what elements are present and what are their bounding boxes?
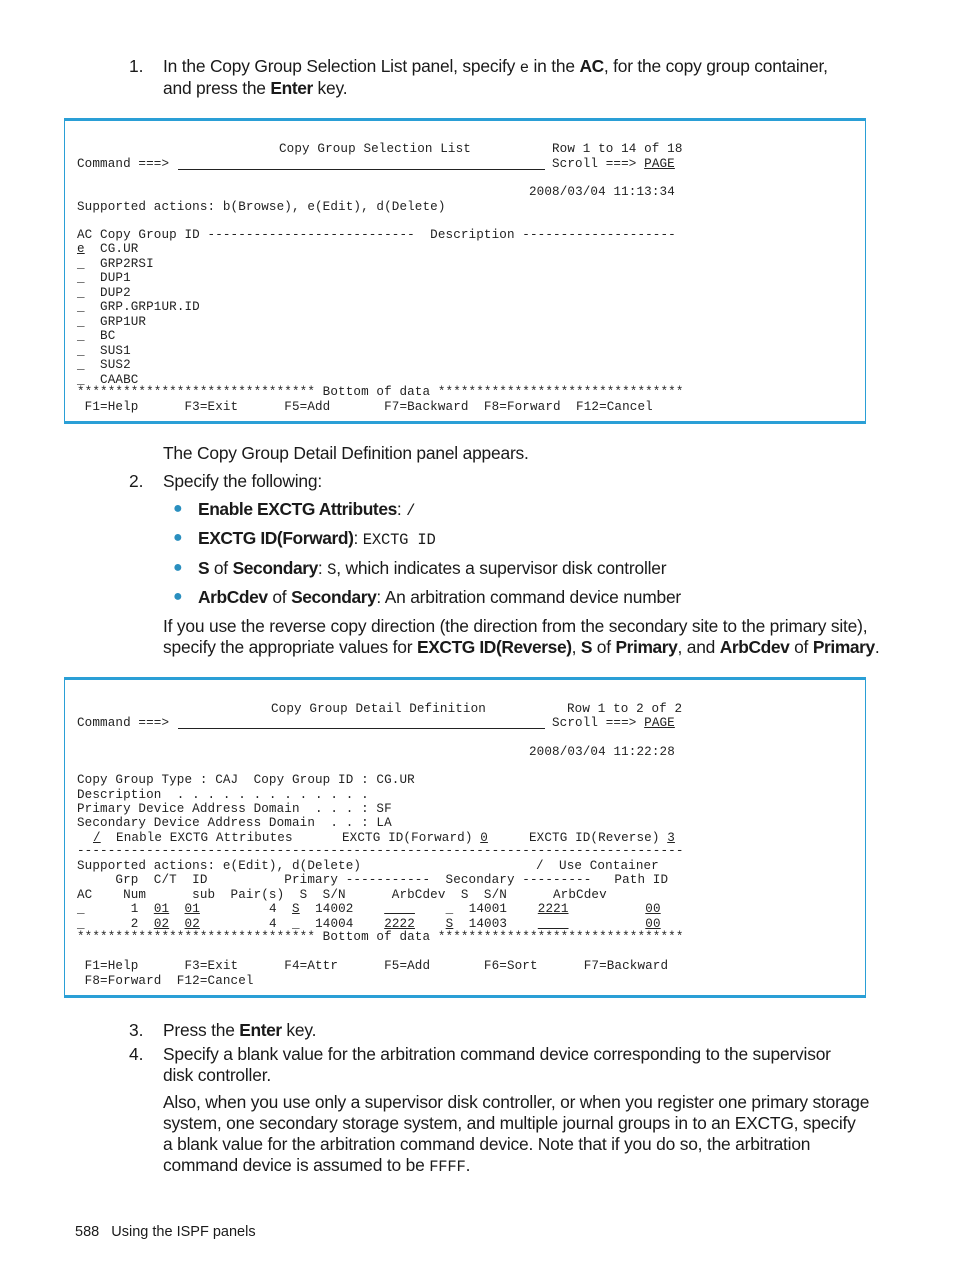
list-header: AC Copy Group ID --------------------------- Description -------------------- — [77, 228, 676, 242]
bullet-icon: ● — [173, 500, 183, 517]
step-2-number: 2. — [129, 471, 144, 491]
table-row: _ 2 02 02 4 _ 14004 2222 S 14003 00 — [77, 917, 661, 931]
bullet-item: Enable EXCTG Attributes: / — [198, 499, 416, 520]
table-header-1: Grp C/T ID Primary ----------- Secondary --------- Path ID — [77, 873, 669, 887]
action-field[interactable]: _ — [77, 343, 85, 358]
reverse-text: If you use the reverse copy direction (the direction from the secondary site to the primary site), — [163, 616, 868, 636]
step-4-number: 4. — [129, 1044, 144, 1064]
also-text-4: command device is assumed to be FFFF. — [163, 1155, 471, 1176]
step-3-number: 3. — [129, 1020, 144, 1040]
action-field[interactable]: _ — [77, 358, 85, 372]
primary-arbcdev-field[interactable]: 2222 — [384, 917, 415, 931]
use-container: / Use Container — [536, 859, 659, 873]
copy-group-selection-list-panel — [64, 118, 866, 424]
exctg-forward: EXCTG ID(Forward) 0 — [342, 831, 488, 845]
path-id-field[interactable]: 00 — [645, 917, 661, 931]
scroll-field: Scroll ===> PAGE — [552, 157, 675, 171]
action-field[interactable]: e — [77, 242, 85, 256]
id-field[interactable]: 01 — [184, 902, 200, 916]
copy-group-type-line: Copy Group Type : CAJ Copy Group ID : CG.UR — [77, 773, 415, 787]
secondary-arbcdev-field[interactable] — [538, 917, 569, 931]
copy-group-detail-definition-panel — [64, 677, 866, 998]
list-item: _ SUS1 — [77, 343, 131, 358]
function-keys[interactable]: F1=Help F3=Exit F5=Add F7=Backward F8=Forward F12=Cancel — [77, 400, 653, 414]
secondary-domain-line: Secondary Device Address Domain . . : LA — [77, 816, 392, 830]
list-item: _ GRP2RSI — [77, 256, 154, 271]
step-1-text-cont: and press the Enter key. — [163, 78, 348, 98]
action-field[interactable]: _ — [77, 329, 85, 343]
action-field[interactable]: _ — [77, 256, 85, 271]
command-label: Command ===> — [77, 716, 170, 730]
list-item: _ DUP2 — [77, 285, 131, 300]
action-field[interactable]: _ — [77, 902, 85, 916]
panel-title: Copy Group Selection List — [279, 142, 471, 156]
reverse-text-cont: specify the appropriate values for EXCTG ID(Reverse), S of Primary, and ArbCdev of Primary. — [163, 637, 880, 657]
command-label: Command ===> — [77, 157, 170, 171]
list-item: _ SUS2 — [77, 358, 131, 372]
row-info: Row 1 to 14 of 18 — [552, 142, 683, 156]
exctg-reverse-field[interactable]: 3 — [667, 831, 675, 845]
step-4-text: Specify a blank value for the arbitration command device corresponding to the supervisor — [163, 1044, 831, 1064]
panel-title: Copy Group Detail Definition — [271, 702, 486, 716]
supported-actions: Supported actions: b(Browse), e(Edit), d(Delete) — [77, 200, 446, 214]
function-keys-1[interactable]: F1=Help F3=Exit F4=Attr F5=Add F6=Sort F7=Backward — [77, 959, 669, 973]
path-id-field[interactable]: 00 — [645, 902, 661, 916]
also-text-3: a blank value for the arbitration command device. Note that if you do so, the arbitration — [163, 1134, 811, 1154]
bottom-of-data: ******************************* Bottom of data ******************************** — [77, 930, 684, 944]
page-number: 588 — [75, 1224, 100, 1240]
exctg-line: / Enable EXCTG Attributes — [93, 831, 293, 845]
action-field[interactable]: _ — [77, 285, 85, 300]
list-item: _ BC — [77, 329, 116, 343]
list-item: _ GRP.GRP1UR.ID — [77, 300, 200, 314]
action-field[interactable]: _ — [77, 271, 85, 285]
description-line: Description . . . . . . . . . . . . . — [77, 788, 369, 802]
use-container-field[interactable]: / — [536, 859, 544, 873]
ct-field[interactable]: 01 — [153, 902, 170, 916]
bullet-icon: ● — [173, 588, 183, 605]
bullet-item: ArbCdev of Secondary: An arbitration command device number — [198, 587, 682, 607]
page-footer — [75, 1223, 256, 1241]
datetime: 2008/03/04 11:22:28 — [529, 745, 675, 759]
scroll-value[interactable]: PAGE — [644, 157, 675, 171]
primary-arbcdev-field[interactable] — [384, 902, 415, 916]
also-text-1: Also, when you use only a supervisor disk controller, or when you register one primary storage — [163, 1092, 870, 1112]
table-row: _ 1 01 01 4 S 14002 _ 14001 2221 00 — [77, 902, 661, 916]
function-keys-2[interactable]: F8=Forward F12=Cancel — [77, 974, 254, 988]
action-field[interactable]: _ — [77, 314, 85, 329]
primary-s-field[interactable]: S — [292, 902, 300, 916]
bullet-item: EXCTG ID(Forward): EXCTG ID — [198, 528, 436, 549]
bullet-icon: ● — [173, 559, 183, 576]
step-2-text: Specify the following: — [163, 471, 322, 491]
bottom-of-data: ******************************* Bottom of data ******************************** — [77, 385, 684, 399]
step-1-text: In the Copy Group Selection List panel, specify e in the AC, for the copy group container, — [163, 56, 828, 77]
also-text-2: system, one secondary storage system, and multiple journal groups in to an EXCTG, specify — [163, 1113, 856, 1133]
enable-exctg-field[interactable]: / — [93, 831, 101, 845]
row-info: Row 1 to 2 of 2 — [567, 702, 683, 716]
bullet-icon: ● — [173, 529, 183, 546]
step-4-text-cont: disk controller. — [163, 1065, 271, 1085]
ct-field[interactable]: 02 — [153, 917, 170, 931]
section-title: Using the ISPF panels — [111, 1224, 256, 1240]
primary-domain-line: Primary Device Address Domain . . . : SF — [77, 802, 392, 816]
table-header-2: AC Num sub Pair(s) S S/N ArbCdev S S/N ArbCdev — [77, 888, 607, 902]
divider: ------------------------------------------------------------------------------- — [77, 844, 684, 858]
action-field[interactable]: _ — [77, 917, 85, 931]
scroll-field: Scroll ===> PAGE — [552, 716, 675, 730]
action-field[interactable]: _ — [77, 300, 85, 314]
panel-appears-text: The Copy Group Detail Definition panel appears. — [163, 443, 529, 463]
secondary-s-field[interactable]: S — [445, 917, 454, 931]
supported-actions: Supported actions: e(Edit), d(Delete) — [77, 859, 362, 873]
scroll-value[interactable]: PAGE — [644, 716, 675, 730]
command-input[interactable] — [178, 169, 545, 170]
list-item: _ CAABC — [77, 372, 139, 387]
step-3-text: Press the Enter key. — [163, 1020, 317, 1040]
bullet-item: S of Secondary: S, which indicates a supervisor disk controller — [198, 558, 667, 579]
exctg-forward-field[interactable]: 0 — [480, 831, 488, 845]
datetime: 2008/03/04 11:13:34 — [529, 185, 675, 199]
primary-s-field[interactable]: _ — [292, 917, 300, 931]
secondary-arbcdev-field[interactable]: 2221 — [537, 902, 569, 916]
list-item: _ GRP1UR — [77, 314, 147, 329]
list-item: _ DUP1 — [77, 271, 131, 285]
step-1-number: 1. — [129, 56, 144, 76]
id-field[interactable]: 02 — [184, 917, 200, 931]
command-input[interactable] — [178, 728, 545, 729]
exctg-reverse: EXCTG ID(Reverse) 3 — [529, 831, 675, 845]
list-item: e CG.UR — [77, 242, 139, 256]
secondary-s-field[interactable]: _ — [445, 902, 454, 916]
action-field[interactable]: _ — [77, 372, 85, 387]
